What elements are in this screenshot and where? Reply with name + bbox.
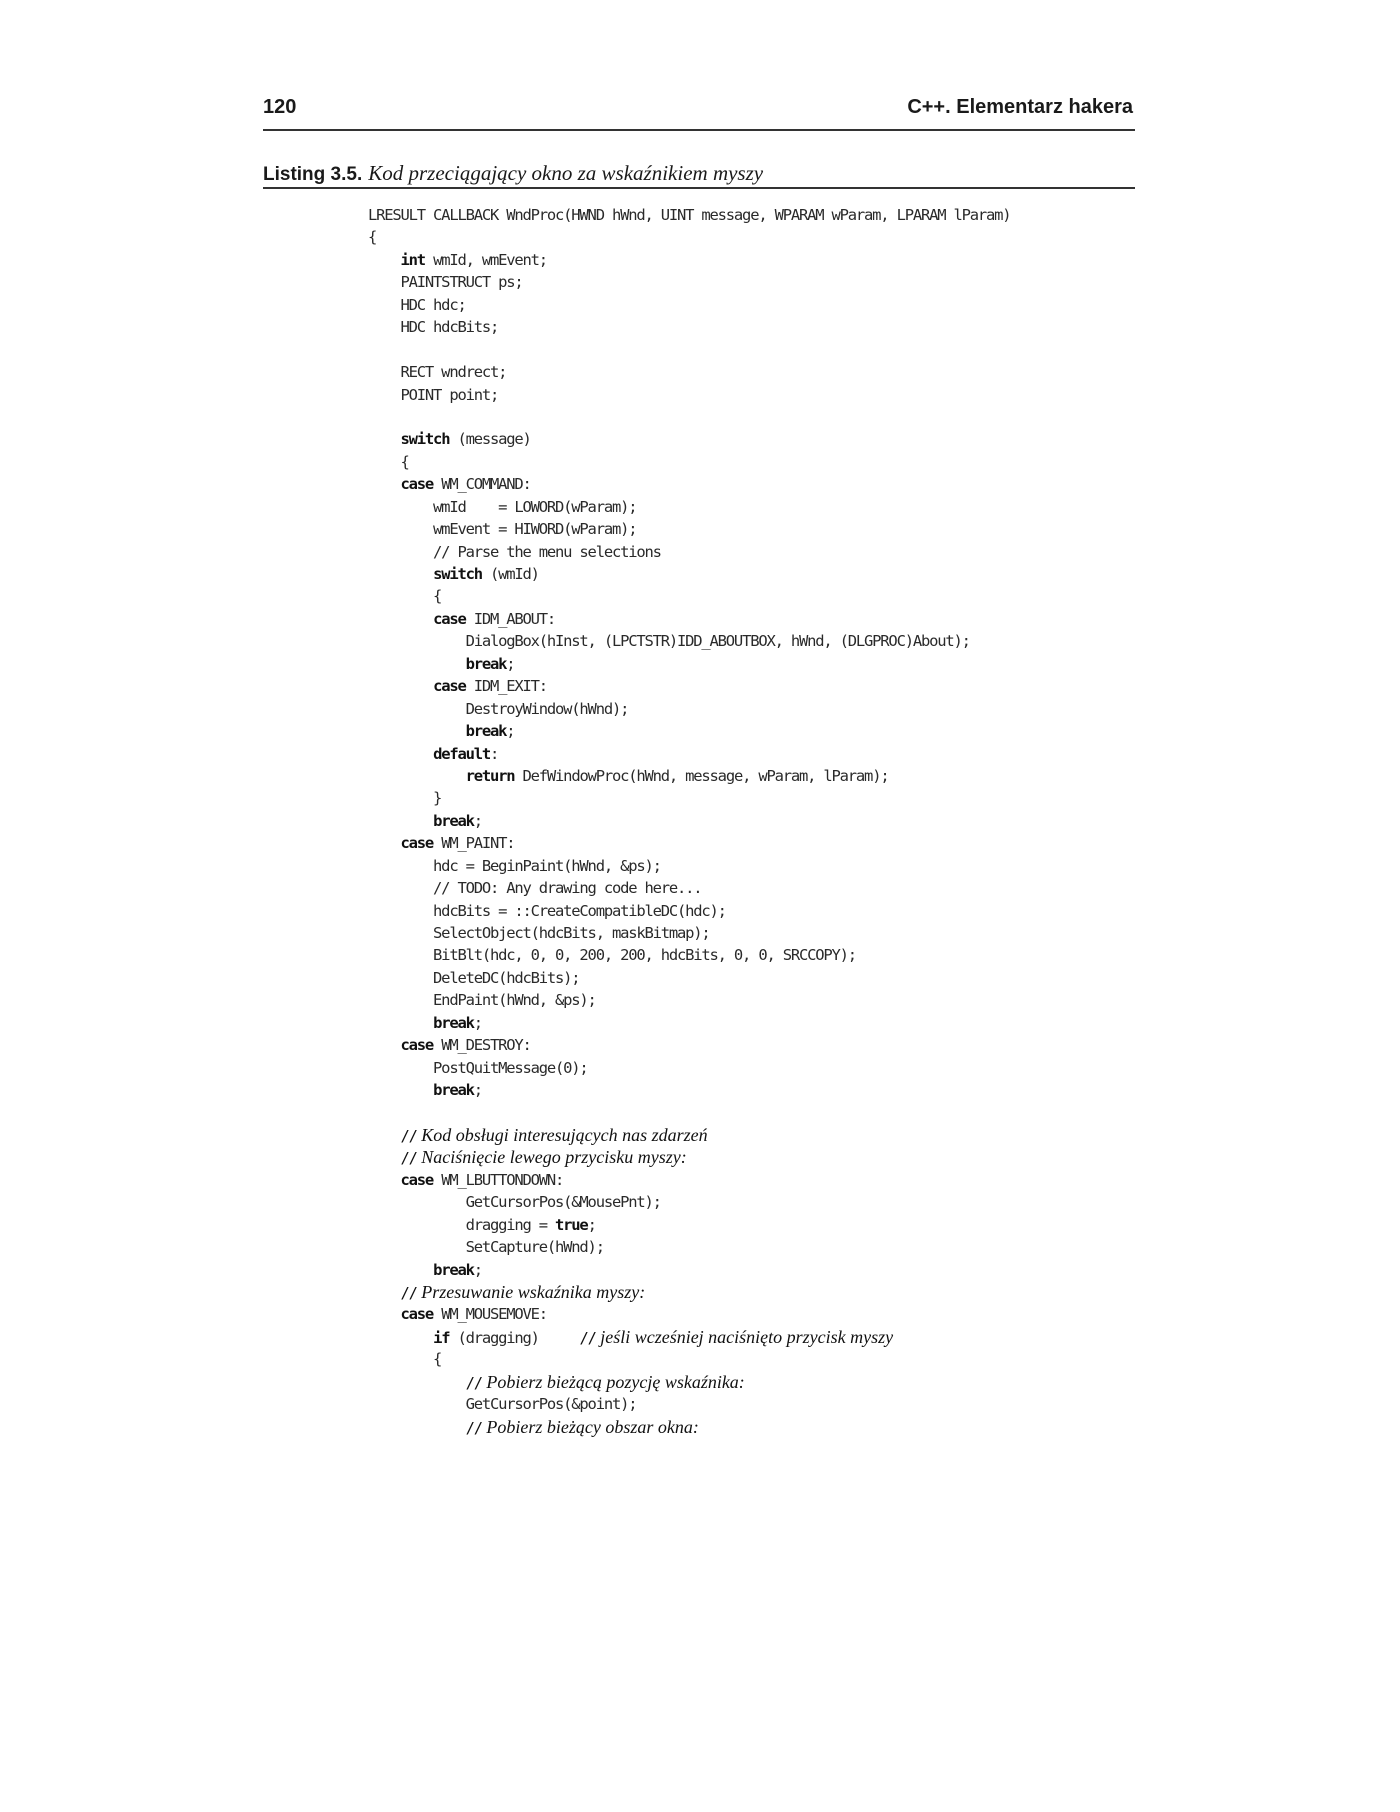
code-listing	[368, 204, 1108, 1438]
code-line: break;	[465, 654, 515, 673]
code-line: return DefWindowProc(hWnd, message, wParam, lParam);	[465, 766, 889, 785]
code-line: wmEvent = HIWORD(wParam);	[368, 520, 637, 539]
running-title: C++. Elementarz hakera	[907, 96, 1133, 118]
code-line	[368, 1102, 1108, 1124]
code-line: LRESULT CALLBACK WndProc(HWND hWnd, UINT message, WPARAM wParam, LPARAM lParam)	[368, 206, 1011, 224]
code-line: RECT wndrect;	[368, 363, 507, 382]
code-line: dragging = true;	[368, 1215, 596, 1234]
code-line: break;	[433, 811, 482, 830]
code-line	[368, 339, 1108, 361]
code-line: wmId = LOWORD(wParam);	[368, 497, 637, 516]
code-line: // Pobierz bieżący obszar okna:	[465, 1416, 699, 1437]
code-line: hdc = BeginPaint(hWnd, &ps);	[368, 856, 661, 875]
code-line: default:	[433, 744, 499, 763]
code-line: case WM_MOUSEMOVE:	[400, 1305, 547, 1324]
code-line: // Przesuwanie wskaźnika myszy:	[400, 1282, 646, 1302]
code-line: {	[368, 587, 442, 606]
listing-label: Listing 3.5.	[263, 164, 363, 185]
code-line: case WM_DESTROY:	[400, 1036, 531, 1055]
code-line: PostQuitMessage(0);	[368, 1058, 588, 1077]
code-line: {	[368, 228, 377, 247]
code-line: }	[368, 789, 442, 808]
code-line: // Parse the menu selections	[368, 542, 661, 561]
listing-title: Kod przeciągający okno za wskaźnikiem myszy	[368, 161, 764, 185]
code-line: SelectObject(hdcBits, maskBitmap);	[368, 924, 710, 942]
code-line: case WM_PAINT:	[400, 834, 515, 853]
code-line: // Pobierz bieżącą pozycję wskaźnika:	[465, 1371, 745, 1392]
code-line: case WM_LBUTTONDOWN:	[400, 1170, 564, 1189]
code-line: GetCursorPos(&MousePnt);	[368, 1193, 661, 1212]
code-line: GetCursorPos(&point);	[368, 1395, 637, 1414]
code-line: // Naciśnięcie lewego przycisku myszy:	[400, 1147, 687, 1168]
code-line: HDC hdc;	[368, 295, 466, 314]
code-line: {	[368, 452, 409, 471]
code-line	[368, 406, 1108, 428]
code-line: BitBlt(hdc, 0, 0, 200, 200, hdcBits, 0, 0, SRCCOPY);	[368, 946, 856, 965]
code-line: case IDM_EXIT:	[433, 677, 547, 696]
code-line: int wmId, wmEvent;	[400, 250, 547, 269]
code-line: break;	[433, 1260, 482, 1279]
code-line: switch (wmId)	[433, 565, 539, 583]
page-header	[263, 95, 1135, 131]
code-line: break;	[465, 722, 515, 741]
code-line: case IDM_ABOUT:	[433, 609, 556, 628]
code-line: {	[368, 1350, 442, 1369]
page-number: 120	[263, 96, 297, 118]
code-line: EndPaint(hWnd, &ps);	[368, 991, 596, 1010]
code-line: DeleteDC(hdcBits);	[368, 968, 580, 987]
code-line: DialogBox(hInst, (LPCTSTR)IDD_ABOUTBOX, hWnd, (DLGPROC)About);	[368, 632, 970, 651]
code-line: // Kod obsługi interesujących nas zdarzeń	[400, 1124, 708, 1145]
code-line: // TODO: Any drawing code here...	[368, 879, 702, 898]
code-line: POINT point;	[368, 385, 499, 404]
code-line: break;	[433, 1081, 482, 1100]
code-line: DestroyWindow(hWnd);	[368, 699, 629, 718]
code-line: break;	[433, 1013, 482, 1032]
code-line: if (dragging) // jeśli wcześniej naciśnięto przycisk myszy	[433, 1326, 894, 1347]
listing-caption	[263, 161, 1135, 189]
code-line: PAINTSTRUCT ps;	[368, 273, 523, 292]
code-line: SetCapture(hWnd);	[368, 1238, 604, 1257]
code-line: hdcBits = ::CreateCompatibleDC(hdc);	[368, 901, 726, 920]
code-line: HDC hdcBits;	[368, 318, 499, 337]
code-line: case WM_COMMAND:	[400, 475, 531, 494]
code-line: switch (message)	[400, 430, 531, 449]
